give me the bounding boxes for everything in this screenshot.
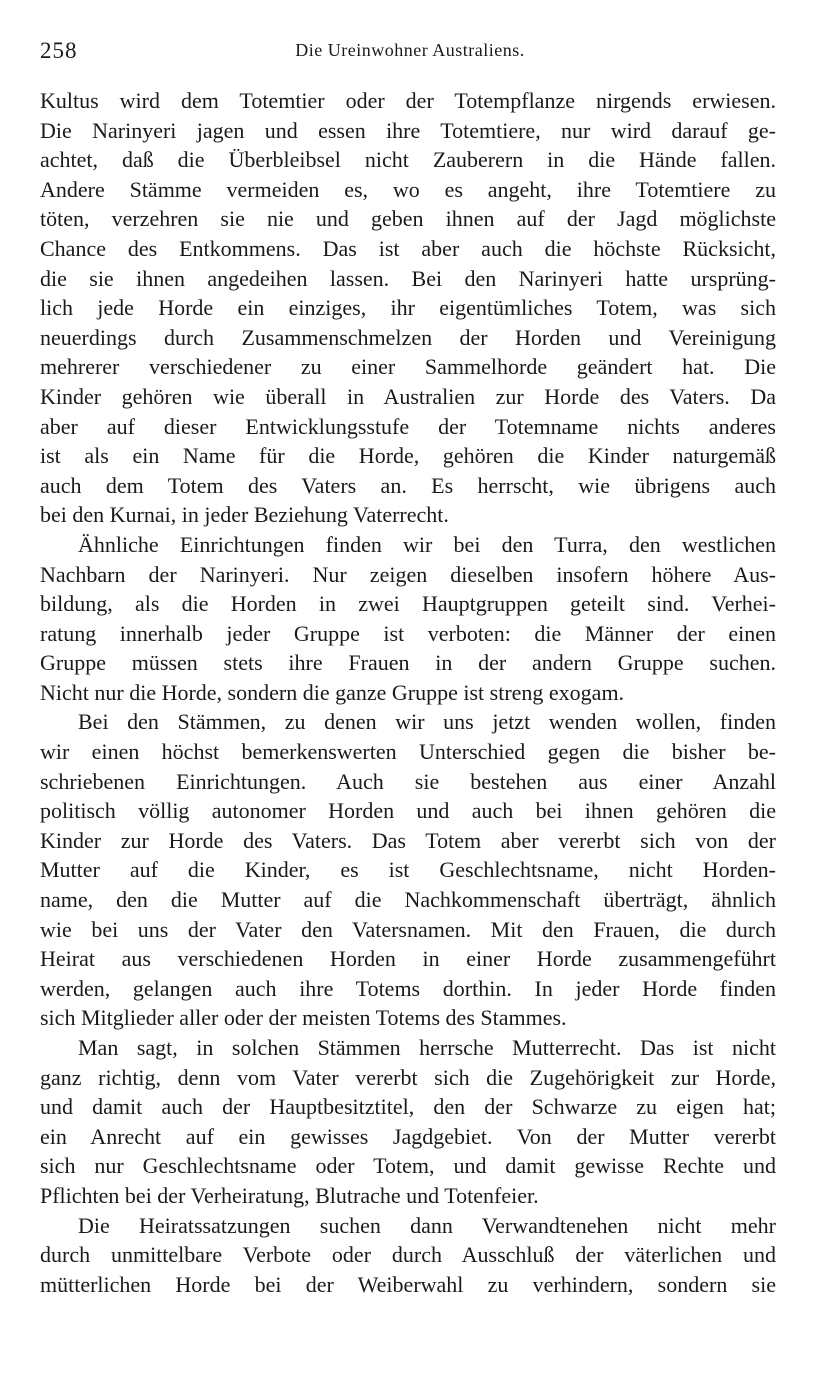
text-line: achtet, daß die Überbleibsel nicht Zauberern in die Hände fallen. [40, 147, 776, 173]
text-line: aber auf dieser Entwicklungsstufe der Totemname nichts anderes [40, 413, 776, 439]
text-line: die sie ihnen angedeihen lassen. Bei den Narinyeri hatte ursprüng- [40, 265, 776, 291]
text-line: lich jede Horde ein einziges, ihr eigentümliches Totem, was sich [40, 295, 776, 321]
text-line: Die Heiratssatzungen suchen dann Verwandtenehen nicht mehr [78, 1212, 776, 1238]
text-line: ganz richtig, denn vom Vater vererbt sich die Zugehörigkeit zur Horde, [40, 1064, 776, 1090]
text-line: Gruppe müssen stets ihre Frauen in der andern Gruppe suchen. [40, 650, 776, 676]
text-line: mütterlichen Horde bei der Weiberwahl zu verhindern, sondern sie [40, 1271, 776, 1297]
text-line: Heirat aus verschiedenen Horden in einer Horde zusammengeführt [40, 946, 776, 972]
text-line: bildung, als die Horden in zwei Hauptgruppen geteilt sind. Verhei- [40, 591, 776, 617]
text-line: töten, verzehren sie nie und geben ihnen auf der Jagd möglichste [40, 206, 776, 232]
text-line: neuerdings durch Zusammenschmelzen der Horden und Vereinigung [40, 324, 776, 350]
text-line: Kinder zur Horde des Vaters. Das Totem aber vererbt sich von der [40, 827, 776, 853]
text-line: ein Anrecht auf ein gewisses Jagdgebiet. Von der Mutter vererbt [40, 1123, 776, 1149]
paragraph [40, 707, 776, 1033]
text-line: und damit auch der Hauptbesitztitel, den der Schwarze zu eigen hat; [40, 1094, 776, 1120]
text-line: durch unmittelbare Verbote oder durch Ausschluß der väterlichen und [40, 1242, 776, 1268]
page-header [40, 38, 780, 68]
text-line: politisch völlig autonomer Horden und auch bei ihnen gehören die [40, 798, 776, 824]
text-line: Kultus wird dem Totemtier oder der Totempflanze nirgends erwiesen. [40, 88, 776, 113]
body-text [40, 86, 776, 1299]
paragraph [40, 1211, 776, 1300]
text-line: Chance des Entkommens. Das ist aber auch die höchste Rücksicht, [40, 235, 776, 261]
text-line: Nachbarn der Narinyeri. Nur zeigen dieselben insofern höhere Aus- [40, 561, 776, 587]
text-line: Pflichten bei der Verheiratung, Blutrache und Totenfeier. [40, 1182, 539, 1208]
paragraph [40, 1033, 776, 1211]
text-line: Nicht nur die Horde, sondern die ganze Gruppe ist streng exogam. [40, 679, 625, 705]
text-line: mehrerer verschiedener zu einer Sammelhorde geändert hat. Die [40, 354, 776, 380]
text-line: Die Narinyeri jagen und essen ihre Totemtiere, nur wird darauf ge- [40, 117, 776, 143]
text-line: schriebenen Einrichtungen. Auch sie bestehen aus einer Anzahl [40, 768, 776, 794]
text-line: Man sagt, in solchen Stämmen herrsche Mutterrecht. Das ist nicht [78, 1035, 776, 1060]
text-line: Mutter auf die Kinder, es ist Geschlechtsname, nicht Horden- [40, 857, 776, 883]
paragraph [40, 530, 776, 708]
text-line: Andere Stämme vermeiden es, wo es angeht, ihre Totemtiere zu [40, 176, 776, 202]
text-line: auch dem Totem des Vaters an. Es herrscht, wie übrigens auch [40, 472, 776, 498]
paragraph [40, 86, 776, 530]
text-line: wie bei uns der Vater den Vatersnamen. Mit den Frauen, die durch [40, 916, 776, 942]
text-line: sich Mitglieder aller oder der meisten Totems des Stammes. [40, 1005, 567, 1031]
text-line: Kinder gehören wie überall in Australien zur Horde des Vaters. Da [40, 383, 776, 409]
text-line: ratung innerhalb jeder Gruppe ist verboten: die Männer der einen [40, 620, 776, 646]
page-number: 258 [40, 38, 78, 63]
running-title: Die Ureinwohner Australiens. [295, 40, 525, 60]
text-line: bei den Kurnai, in jeder Beziehung Vaterrecht. [40, 502, 449, 528]
text-line: sich nur Geschlechtsname oder Totem, und damit gewisse Rechte und [40, 1153, 776, 1179]
text-line: werden, gelangen auch ihre Totems dorthin. In jeder Horde finden [40, 975, 776, 1001]
text-line: Bei den Stämmen, zu denen wir uns jetzt wenden wollen, finden [78, 709, 776, 735]
text-line: name, den die Mutter auf die Nachkommenschaft überträgt, ähnlich [40, 887, 776, 913]
text-line: wir einen höchst bemerkenswerten Unterschied gegen die bisher be- [40, 739, 776, 765]
text-line: Ähnliche Einrichtungen finden wir bei den Turra, den westlichen [78, 531, 776, 557]
text-line: ist als ein Name für die Horde, gehören die Kinder naturgemäß [40, 443, 776, 469]
